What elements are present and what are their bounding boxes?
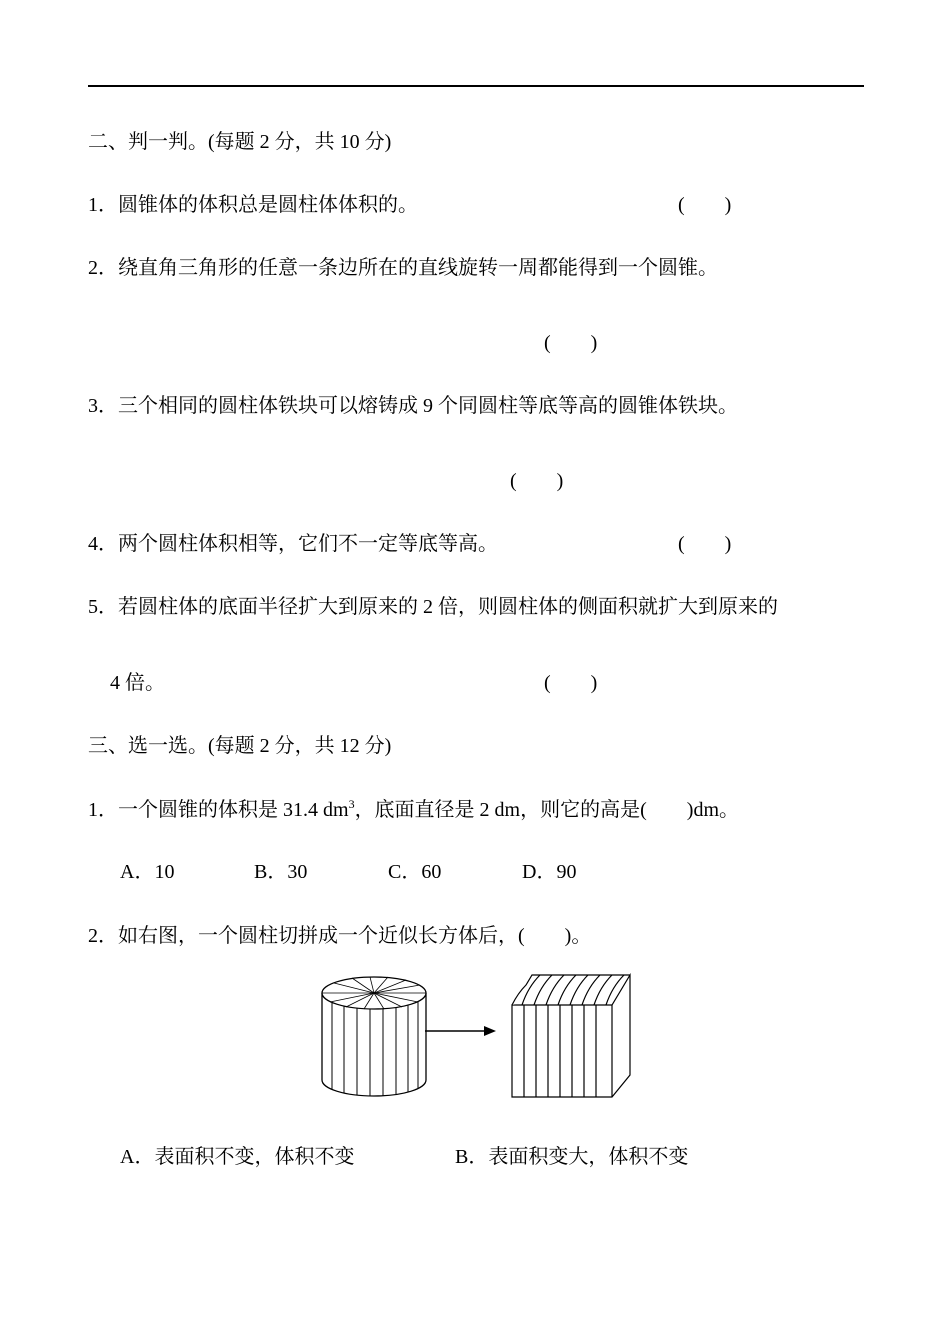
section-2-heading: 二、判一判。(每题 2 分，共 10 分): [88, 131, 392, 153]
judge-item-5: 5．若圆柱体的底面半径扩大到原来的 2 倍，则圆柱体的侧面积就扩大到原来的: [88, 596, 778, 618]
answer-blank-3[interactable]: ( ): [510, 470, 564, 492]
answer-blank-4[interactable]: ( ): [678, 533, 732, 555]
answer-blank-1[interactable]: ( ): [678, 194, 732, 216]
judge-item-5-continuation: 4 倍。: [110, 672, 165, 694]
q1-option-d[interactable]: D．90: [522, 861, 577, 883]
q1-option-b[interactable]: B．30: [254, 861, 308, 883]
choice-question-2: 2．如右图，一个圆柱切拼成一个近似长方体后，( )。: [88, 925, 592, 947]
q1-option-c[interactable]: C．60: [388, 861, 442, 883]
q2-option-a[interactable]: A．表面积不变，体积不变: [120, 1146, 355, 1168]
answer-blank-5[interactable]: ( ): [544, 672, 598, 694]
top-rule: [88, 85, 864, 87]
judge-item-3: 3．三个相同的圆柱体铁块可以熔铸成 9 个同圆柱等底等高的圆锥体铁块。: [88, 395, 738, 417]
judge-item-1: 1．圆锥体的体积总是圆柱体体积的。: [88, 194, 418, 216]
q2-option-b[interactable]: B．表面积变大，体积不变: [455, 1146, 689, 1168]
cuboid-slices: [512, 975, 630, 1097]
cylinder-to-cuboid-figure: [310, 965, 640, 1105]
answer-blank-2[interactable]: ( ): [544, 332, 598, 354]
judge-item-4: 4．两个圆柱体积相等，它们不一定等底等高。: [88, 533, 498, 555]
judge-item-2: 2．绕直角三角形的任意一条边所在的直线旋转一周都能得到一个圆锥。: [88, 257, 718, 279]
arrow-head: [484, 1026, 496, 1036]
q1-option-a[interactable]: A．10: [120, 861, 175, 883]
choice-question-1: 1．一个圆锥的体积是 31.4 $dm^3$，底面直径是 2 dm，则它的高是( )dm。: [88, 797, 739, 821]
section-3-heading: 三、选一选。(每题 2 分，共 12 分): [88, 735, 392, 757]
